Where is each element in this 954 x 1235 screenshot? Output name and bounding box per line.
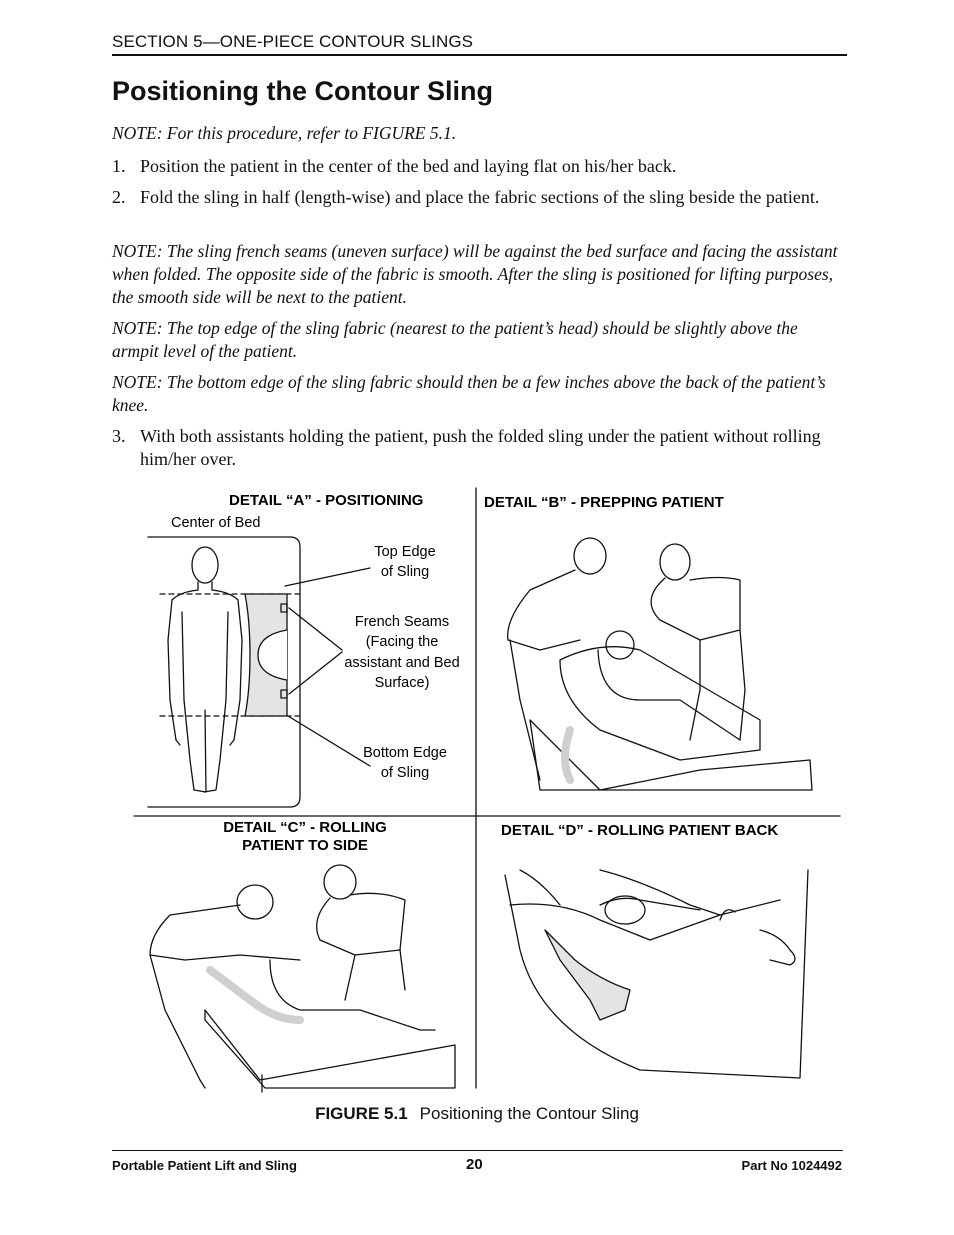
detail-b-title: DETAIL “B” - PREPPING PATIENT: [484, 494, 724, 511]
footer-page-number: 20: [466, 1156, 483, 1173]
figure-caption-text: Positioning the Contour Sling: [419, 1104, 639, 1123]
detail-d-title: DETAIL “D” - ROLLING PATIENT BACK: [501, 822, 779, 839]
note-top-edge: NOTE: The top edge of the sling fabric (nearest to the patient’s head) should be slightly above the armpit level of the patient.: [112, 318, 798, 361]
note-bottom-edge: NOTE: The bottom edge of the sling fabric should then be a few inches above the back of the patient’s knee.: [112, 372, 826, 415]
top-edge-label-line-1: Top Edge: [374, 544, 436, 560]
leader-top-edge: [285, 568, 370, 586]
bottom-edge-label-line-1: Bottom Edge: [363, 745, 447, 761]
french-seams-label-line-4: Surface): [374, 675, 430, 691]
footer-document-title: Portable Patient Lift and Sling: [112, 1158, 297, 1173]
leader-french-seam-top: [289, 608, 342, 650]
detail-b-illustration: [508, 538, 812, 790]
page-title: Positioning the Contour Sling: [112, 76, 493, 106]
french-seams-label-line-2: (Facing the: [365, 634, 439, 650]
detail-a-title: DETAIL “A” - POSITIONING: [229, 492, 424, 509]
step-text: With both assistants holding the patient, push the folded sling under the patient without rolling him/her over.: [140, 426, 821, 469]
step-text: Fold the sling in half (length-wise) and place the fabric sections of the sling beside the patient.: [140, 187, 820, 207]
french-seams-label-line-1: French Seams: [354, 614, 450, 630]
bottom-edge-label-line-2: of Sling: [380, 765, 430, 781]
detail-d-illustration: [505, 870, 808, 1078]
step-number: 3.: [112, 426, 126, 446]
section-header: SECTION 5—ONE-PIECE CONTOUR SLINGS: [112, 32, 474, 51]
patient-figure: [168, 547, 242, 792]
note-refer-figure: NOTE: For this procedure, refer to FIGURE 5.1.: [112, 123, 457, 143]
center-of-bed-label: Center of Bed: [171, 515, 261, 531]
step-number: 2.: [112, 187, 126, 207]
detail-c-title-line-1: DETAIL “C” - ROLLING: [223, 819, 387, 836]
top-edge-label-line-2: of Sling: [380, 564, 430, 580]
detail-c-title-line-2: PATIENT TO SIDE: [242, 837, 368, 854]
step-number: 1.: [112, 156, 126, 176]
figure-caption-label: FIGURE 5.1: [315, 1104, 408, 1123]
detail-c-illustration: [150, 865, 455, 1092]
footer-part-number: Part No 1024492: [741, 1158, 842, 1173]
footer-rule: [112, 1150, 843, 1151]
figure-caption: [0, 1104, 954, 1124]
french-seams-label-line-3: assistant and Bed: [344, 655, 460, 671]
step-text: Position the patient in the center of the bed and laying flat on his/her back.: [140, 156, 677, 176]
note-french-seams: NOTE: The sling french seams (uneven surface) will be against the bed surface and facing the assistant when folded. The opposite side of the fabric is smooth. After the sling is positioned for lifting purposes, the smooth side will be next to the patient.: [112, 241, 838, 307]
leader-french-seam-bottom: [289, 652, 342, 694]
